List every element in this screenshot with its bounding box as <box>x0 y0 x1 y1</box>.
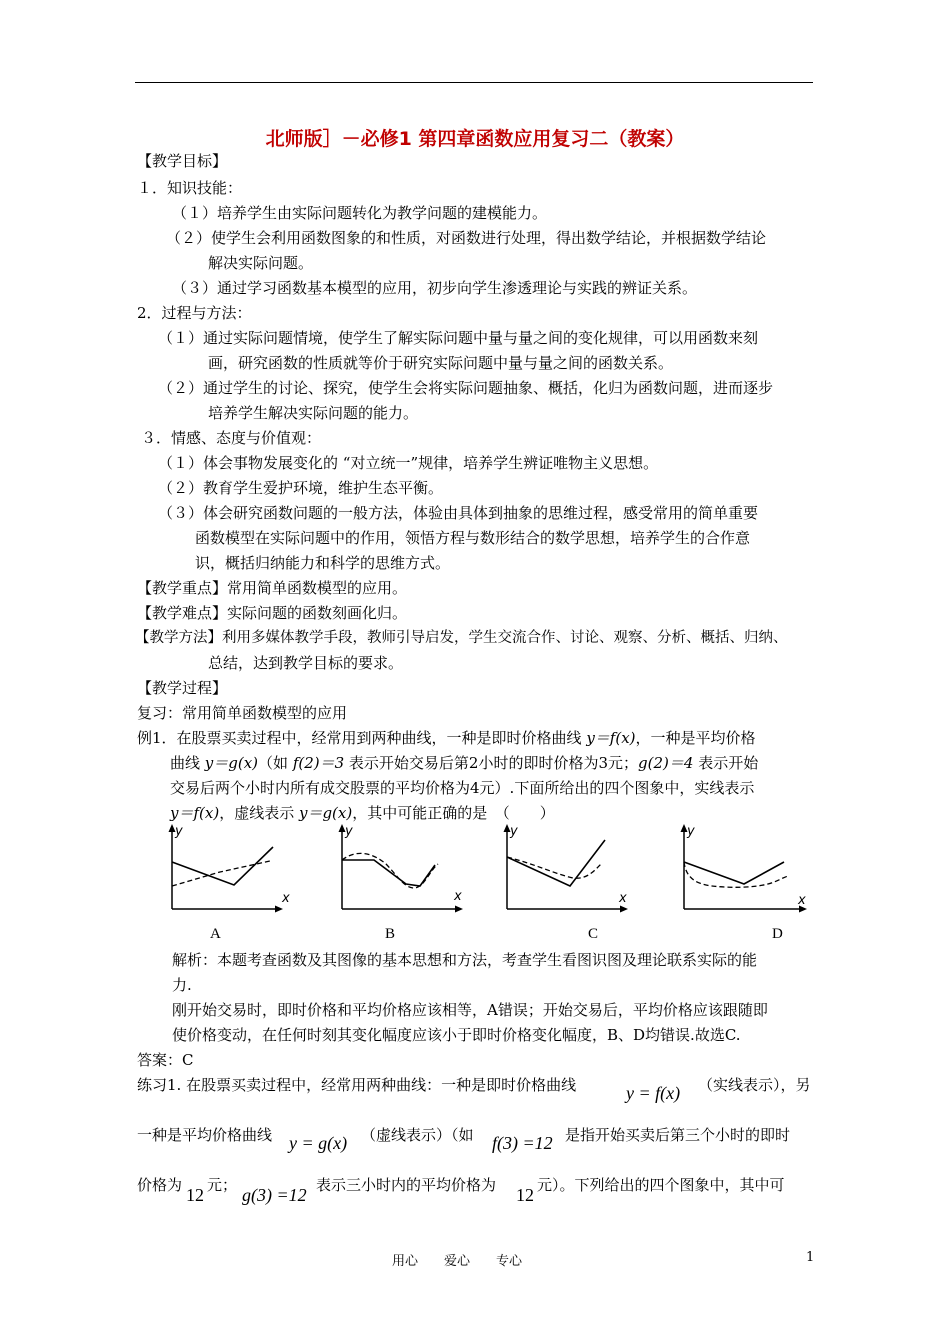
item-3-3-cont1: 函数模型在实际问题中的作用，领悟方程与数形结合的数学思想，培养学生的合作意 <box>195 529 751 547</box>
average-price-curve <box>507 857 601 878</box>
practice-1-line-2c: 是指开始买卖后第三个小时的即时 <box>565 1126 791 1144</box>
x-axis-arrow <box>275 906 283 913</box>
item-3-3-cont2: 识，概括归纳能力和科学的思维方式。 <box>195 554 451 572</box>
item-2-1-cont: 画，研究函数的性质就等价于研究实际问题中量与量之间的函数关系。 <box>208 354 674 372</box>
y-axis-label: y <box>175 824 183 839</box>
figure-a <box>160 822 290 917</box>
practice-1-line-3c: 表示三小时内的平均价格为 <box>316 1176 497 1194</box>
section-1: １．知识技能： <box>137 179 243 197</box>
item-3-3: （３）体会研究函数问题的一般方法，体验由具体到抽象的思维过程，感受常用的简单重要 <box>158 504 759 522</box>
item-3-2: （２）教育学生爱护环境，维护生态平衡。 <box>158 479 444 497</box>
figure-d <box>672 822 812 917</box>
review-line: 复习：常用简单函数模型的应用 <box>137 704 348 722</box>
practice-1-fx: y = f(x) <box>626 1083 681 1103</box>
example-1-line-2: 曲线 y＝g(x)（如 f(2)＝3 表示开始交易后第2小时的即时价格为3元；g(2)＝4 表示开始 <box>170 754 759 772</box>
practice-1-f3: f(3) =12 <box>492 1133 553 1153</box>
practice-1-g3: g(3) =12 <box>242 1185 307 1205</box>
example-1-line-3: 交易后两个小时内所有成交股票的平均价格为4元）.下面所给出的四个图象中，实线表示 <box>170 779 755 797</box>
section-2: 2．过程与方法： <box>137 304 252 322</box>
analysis-line-2: 力. <box>172 976 192 994</box>
example-1-line-4: y＝f(x)，虚线表示 y＝g(x)，其中可能正确的是 （ ） <box>170 804 555 822</box>
goal-heading: 【教学目标】 <box>137 152 228 170</box>
practice-1-line-2b: （虚线表示）（如 <box>361 1126 474 1144</box>
item-1-2-cont: 解决实际问题。 <box>208 254 314 272</box>
item-1-3: （３）通过学习函数基本模型的应用，初步向学生渗透理论与实践的辨证关系。 <box>172 279 698 297</box>
average-price-curve <box>684 862 788 887</box>
teaching-method-cont: 总结，达到教学目标的要求。 <box>208 654 404 672</box>
example-1-line-1: 例1．在股票买卖过程中，经常用到两种曲线，一种是即时价格曲线 y＝f(x)，一种是平均价格 <box>137 729 756 747</box>
item-1-2: （２）使学生会利用函数图象的和性质，对函数进行处理，得出数学结论，并根据数学结论 <box>166 229 767 247</box>
difficult-point: 【教学难点】实际问题的函数刻画化归。 <box>137 604 408 622</box>
x-axis-label: x <box>619 891 627 906</box>
answer-line: 答案：C <box>137 1051 194 1069</box>
item-2-2-cont: 培养学生解决实际问题的能力。 <box>208 404 419 422</box>
x-axis-arrow <box>455 906 463 913</box>
y-axis-label: y <box>687 824 695 839</box>
header-rule <box>135 82 813 83</box>
analysis-line-3: 刚开始交易时，即时价格和平均价格应该相等，A错误；开始交易后，平均价格应该跟随即 <box>172 1001 768 1019</box>
item-1-1: （１）培养学生由实际问题转化为教学问题的建模能力。 <box>172 204 548 222</box>
instant-price-curve <box>172 847 273 885</box>
practice-1-line-3a: 价格为 <box>137 1176 183 1194</box>
key-point: 【教学重点】常用简单函数模型的应用。 <box>137 579 408 597</box>
teaching-method: 【教学方法】利用多媒体教学手段，教师引导启发，学生交流合作、讨论、观察、分析、概括、归纳、 <box>135 630 788 646</box>
figure-a-label: A <box>210 926 221 942</box>
practice-1-line-1b: （实线表示），另 <box>698 1076 811 1094</box>
y-axis-label: y <box>510 824 518 839</box>
item-2-2: （２）通过学生的讨论、探究，使学生会将实际问题抽象、概括，化归为函数问题，进而逐步 <box>158 379 774 397</box>
process-heading: 【教学过程】 <box>137 679 228 697</box>
page-number: 1 <box>806 1250 815 1265</box>
practice-1-line-1a: 练习1. 在股票买卖过程中，经常用两种曲线：一种是即时价格曲线 <box>137 1076 577 1094</box>
instant-price-curve <box>342 860 435 886</box>
instant-price-curve <box>507 840 605 886</box>
item-2-1: （１）通过实际问题情境，使学生了解实际问题中量与量之间的变化规律，可以用函数来刻 <box>158 329 759 347</box>
practice-1-line-3b: 元； <box>207 1176 238 1194</box>
item-3-1: （１）体会事物发展变化的 “对立统一”规律，培养学生辨证唯物主义思想。 <box>158 454 659 472</box>
instant-price-curve <box>684 862 784 884</box>
x-axis-arrow <box>620 906 628 913</box>
practice-1-line-3d: 元）。下列给出的四个图象中，其中可 <box>537 1176 785 1194</box>
figure-c <box>495 822 630 917</box>
x-axis-label: x <box>798 893 806 908</box>
figure-c-label: C <box>588 926 599 942</box>
figure-d-label: D <box>772 926 783 942</box>
analysis-line-4: 使价格变动，在任何时刻其变化幅度应该小于即时价格变化幅度，B、D均错误.故选C. <box>172 1026 741 1044</box>
figure-b-label: B <box>385 926 396 942</box>
footer-motto: 用心 爱心 专心 <box>392 1254 523 1269</box>
x-axis-label: x <box>454 889 462 904</box>
section-3: ３．情感、态度与价值观： <box>141 429 322 447</box>
figure-b <box>330 822 465 917</box>
page-title: 北师版］－必修1 第四章函数应用复习二（教案） <box>265 128 685 150</box>
practice-1-line-2a: 一种是平均价格曲线 <box>137 1126 273 1144</box>
analysis-line-1: 解析：本题考查函数及其图像的基本思想和方法，考查学生看图识图及理论联系实际的能 <box>172 951 758 969</box>
practice-1-value-12b: 12 <box>516 1185 534 1205</box>
practice-1-value-12a: 12 <box>186 1185 204 1205</box>
average-price-curve <box>342 853 438 888</box>
practice-1-gx: y = g(x) <box>289 1133 348 1153</box>
y-axis-label: y <box>345 824 353 839</box>
x-axis-label: x <box>282 891 290 906</box>
